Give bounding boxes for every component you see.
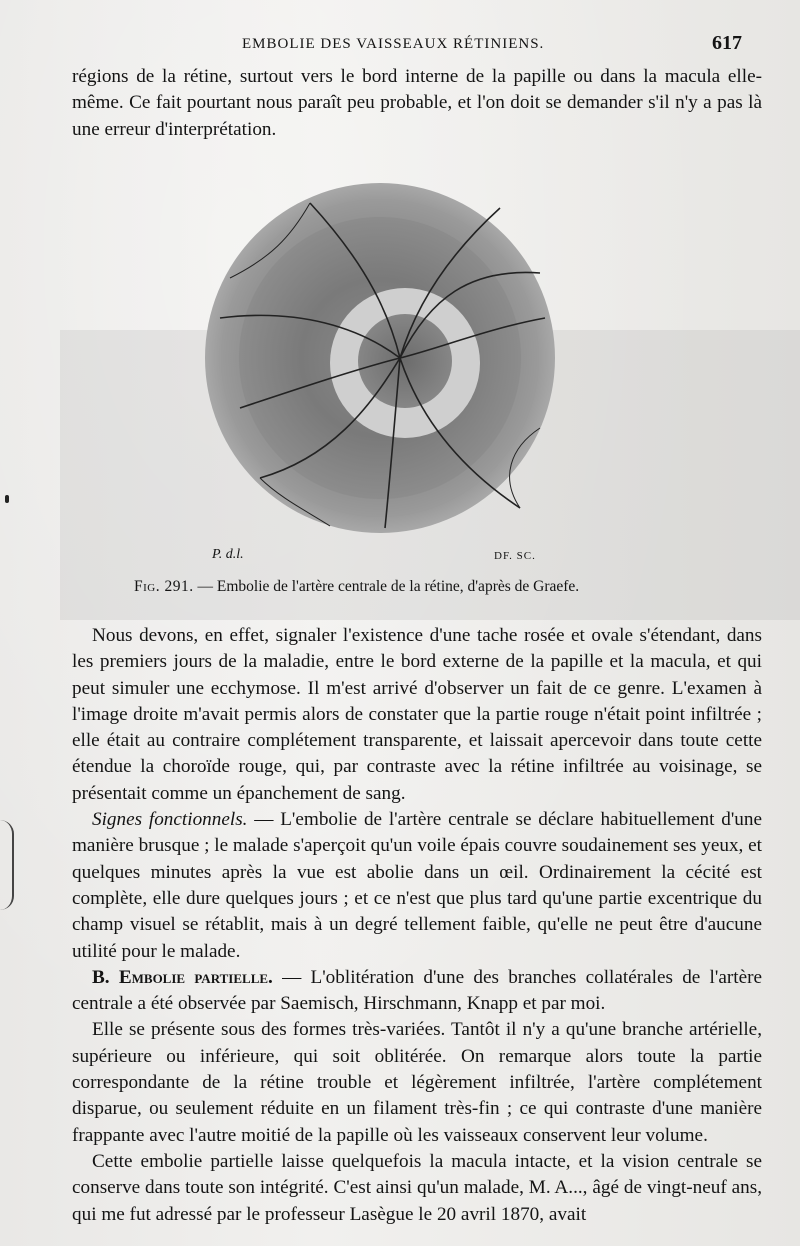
paragraph-macula-intacte: Cette embolie partielle laisse quelquefois la macula intacte, et la vision centrale se conserve dans toute son intégrité. C'est ainsi qu'un malade, M. A..., âgé de vingt-neuf ans, qui me fut adressé par le professeur Lasègue le 20 avril 1870, avait [72,1150,762,1225]
top-paragraph-text: régions de la rétine, surtout vers le bord interne de la papille ou dans la macula elle-même. Ce fait pourtant nous paraît peu probable, et l'on doit se demander s'il n'y a pas là une erreur d'interprétation. [72,66,762,140]
ink-speck [5,495,9,503]
engraver-signature: DF. SC. [494,550,536,562]
papilla-center [358,314,452,408]
page-number: 617 [712,32,742,54]
paragraph-tache-rosee: Nous devons, en effet, signaler l'existence d'une tache rosée et ovale s'étendant, dans les premiers jours de la maladie, entre le bord externe de la papille et la macula, et qui peut simuler une ecchymose. Il m'est arrivé d'observer un fait de ce genre. L'examen à l'image droite m'avait permis alors de constater que la partie rouge n'était point infiltrée ; elle était au contraire complétement transparente, et laissait apercevoir dans toute cette étendue la choroïde rouge, qui, par contraste avec la rétine infiltrée au voisinage, se présentait comme un épanchement de sang. [72,625,762,804]
paragraph-embolie-partielle-text: — L'oblitération d'une des branches collatérales de l'artère centrale a été observée par Saemisch, Hirschmann, Knapp et par moi. [72,966,763,1015]
page-edge-mark [0,820,14,910]
figure-caption-text: — Embolie de l'artère centrale de la rétine, d'après de Graefe. [197,578,580,595]
paragraph-embolie-partielle [72,965,762,1018]
paragraph-signes-text: — L'embolie de l'artère centrale se déclare habituellement d'une manière brusque ; le malade s'aperçoit qu'un voile épais couvre soudainement ses yeux, et quelques minutes après la vue est abolie dans un œil. Ordinairement la cécité est complète, elle dure quelques jours ; et ce n'est que plus tard qu'une partie excentrique du champ visuel se rétablit, mais à un degré tellement faible, qu'elle ne peut être d'aucune utilité pour le malade. [72,809,763,962]
figure-label: Fig. 291. [134,578,194,595]
retina-illustration [200,178,560,538]
illustrator-signature: P. d.l. [212,547,244,562]
figure-caption [134,578,579,596]
running-title: EMBOLIE DES VAISSEAUX RÉTINIENS. [242,36,545,52]
paragraph-formes: Elle se présente sous des formes très-variées. Tantôt il n'y a qu'une branche artérielle, supérieure ou inférieure, qui soit oblitérée. On remarque alors toute la partie correspondante de la rétine trouble et légèrement infiltrée, l'artère complétement disparue, ou seulement réduite en un filament très-fin ; ce qui contraste d'une manière frappante avec l'autre moitié de la papille où les vaisseaux conservent leur volume. [72,1019,762,1146]
section-heading-embolie-partielle: B. Embolie partielle. [92,966,273,988]
body-text [72,623,762,1228]
section-heading-signes: Signes fonctionnels. [92,809,248,831]
top-paragraph [72,64,762,143]
paragraph-signes-fonctionnels [72,807,762,965]
page-header [0,30,800,60]
